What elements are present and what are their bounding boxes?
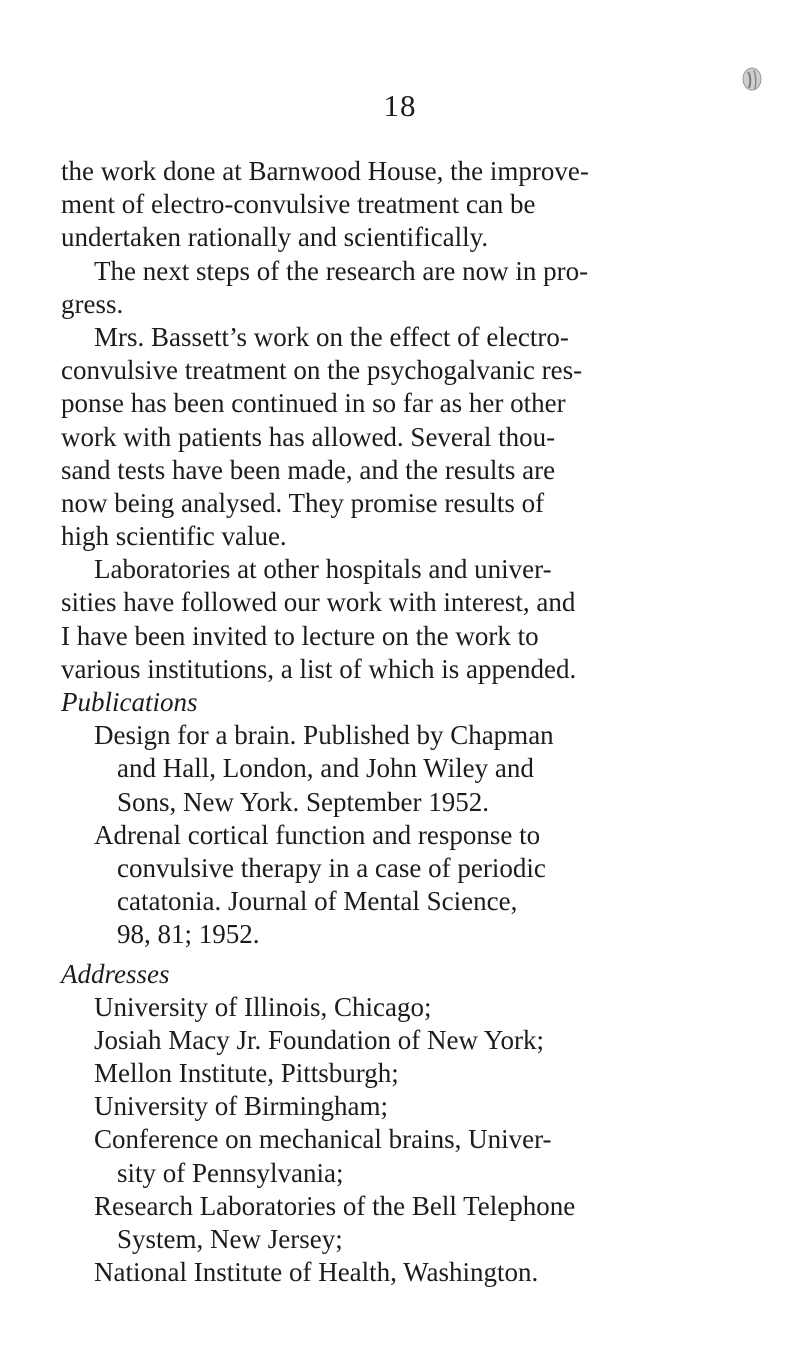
body-text xyxy=(61,155,721,1289)
text-line: sities have followed our work with interest, and xyxy=(61,587,576,618)
text-line: sand tests have been made, and the results are xyxy=(61,454,556,485)
text-line: ment of electro-convulsive treatment can be xyxy=(61,189,536,220)
publication-item: Design for a brain. Published by Chapman xyxy=(94,720,554,751)
text-line: convulsive treatment on the psychogalvanic res- xyxy=(61,355,583,386)
text-line: ponse has been continued in so far as her other xyxy=(61,388,566,419)
publication-item-cont: catatonia. Journal of Mental Science, xyxy=(117,886,518,917)
address-item: Conference on mechanical brains, Univer- xyxy=(94,1124,552,1155)
publication-item-cont: Sons, New York. September 1952. xyxy=(117,786,490,817)
addresses-heading: Addresses xyxy=(61,958,170,989)
address-item: National Institute of Health, Washington. xyxy=(94,1257,539,1288)
text-line: high scientific value. xyxy=(61,521,287,552)
text-line: I have been invited to lecture on the work to xyxy=(61,620,539,651)
address-item: Josiah Macy Jr. Foundation of New York; xyxy=(94,1024,544,1055)
publication-item-cont: and Hall, London, and John Wiley and xyxy=(117,753,534,784)
text-line: Mrs. Bassett’s work on the effect of electro- xyxy=(94,321,569,352)
address-item-cont: System, New Jersey; xyxy=(117,1224,343,1254)
text-line: gress. xyxy=(61,288,124,319)
text-line: The next steps of the research are now in pro- xyxy=(94,255,589,286)
corner-ink-mark xyxy=(740,64,764,94)
publication-item-cont: 98, 81; 1952. xyxy=(117,919,260,950)
publications-heading: Publications xyxy=(61,687,198,717)
page-number: 18 xyxy=(383,88,417,123)
address-item: University of Illinois, Chicago; xyxy=(94,991,432,1022)
address-item: Research Laboratories of the Bell Telephone xyxy=(94,1190,576,1221)
text-line: the work done at Barnwood House, the improve- xyxy=(61,156,589,186)
text-line: undertaken rationally and scientifically. xyxy=(61,222,489,253)
text-line: various institutions, a list of which is appended. xyxy=(61,653,577,684)
publication-item: Adrenal cortical function and response to xyxy=(94,819,541,850)
address-item: Mellon Institute, Pittsburgh; xyxy=(94,1058,399,1089)
address-item-cont: sity of Pennsylvania; xyxy=(117,1157,344,1188)
address-item: University of Birmingham; xyxy=(94,1091,388,1122)
publication-item-cont: convulsive therapy in a case of periodic xyxy=(117,852,546,883)
text-line: Laboratories at other hospitals and univer- xyxy=(94,554,552,585)
text-line: now being analysed. They promise results of xyxy=(61,487,545,518)
text-line: work with patients has allowed. Several thou- xyxy=(61,421,556,452)
